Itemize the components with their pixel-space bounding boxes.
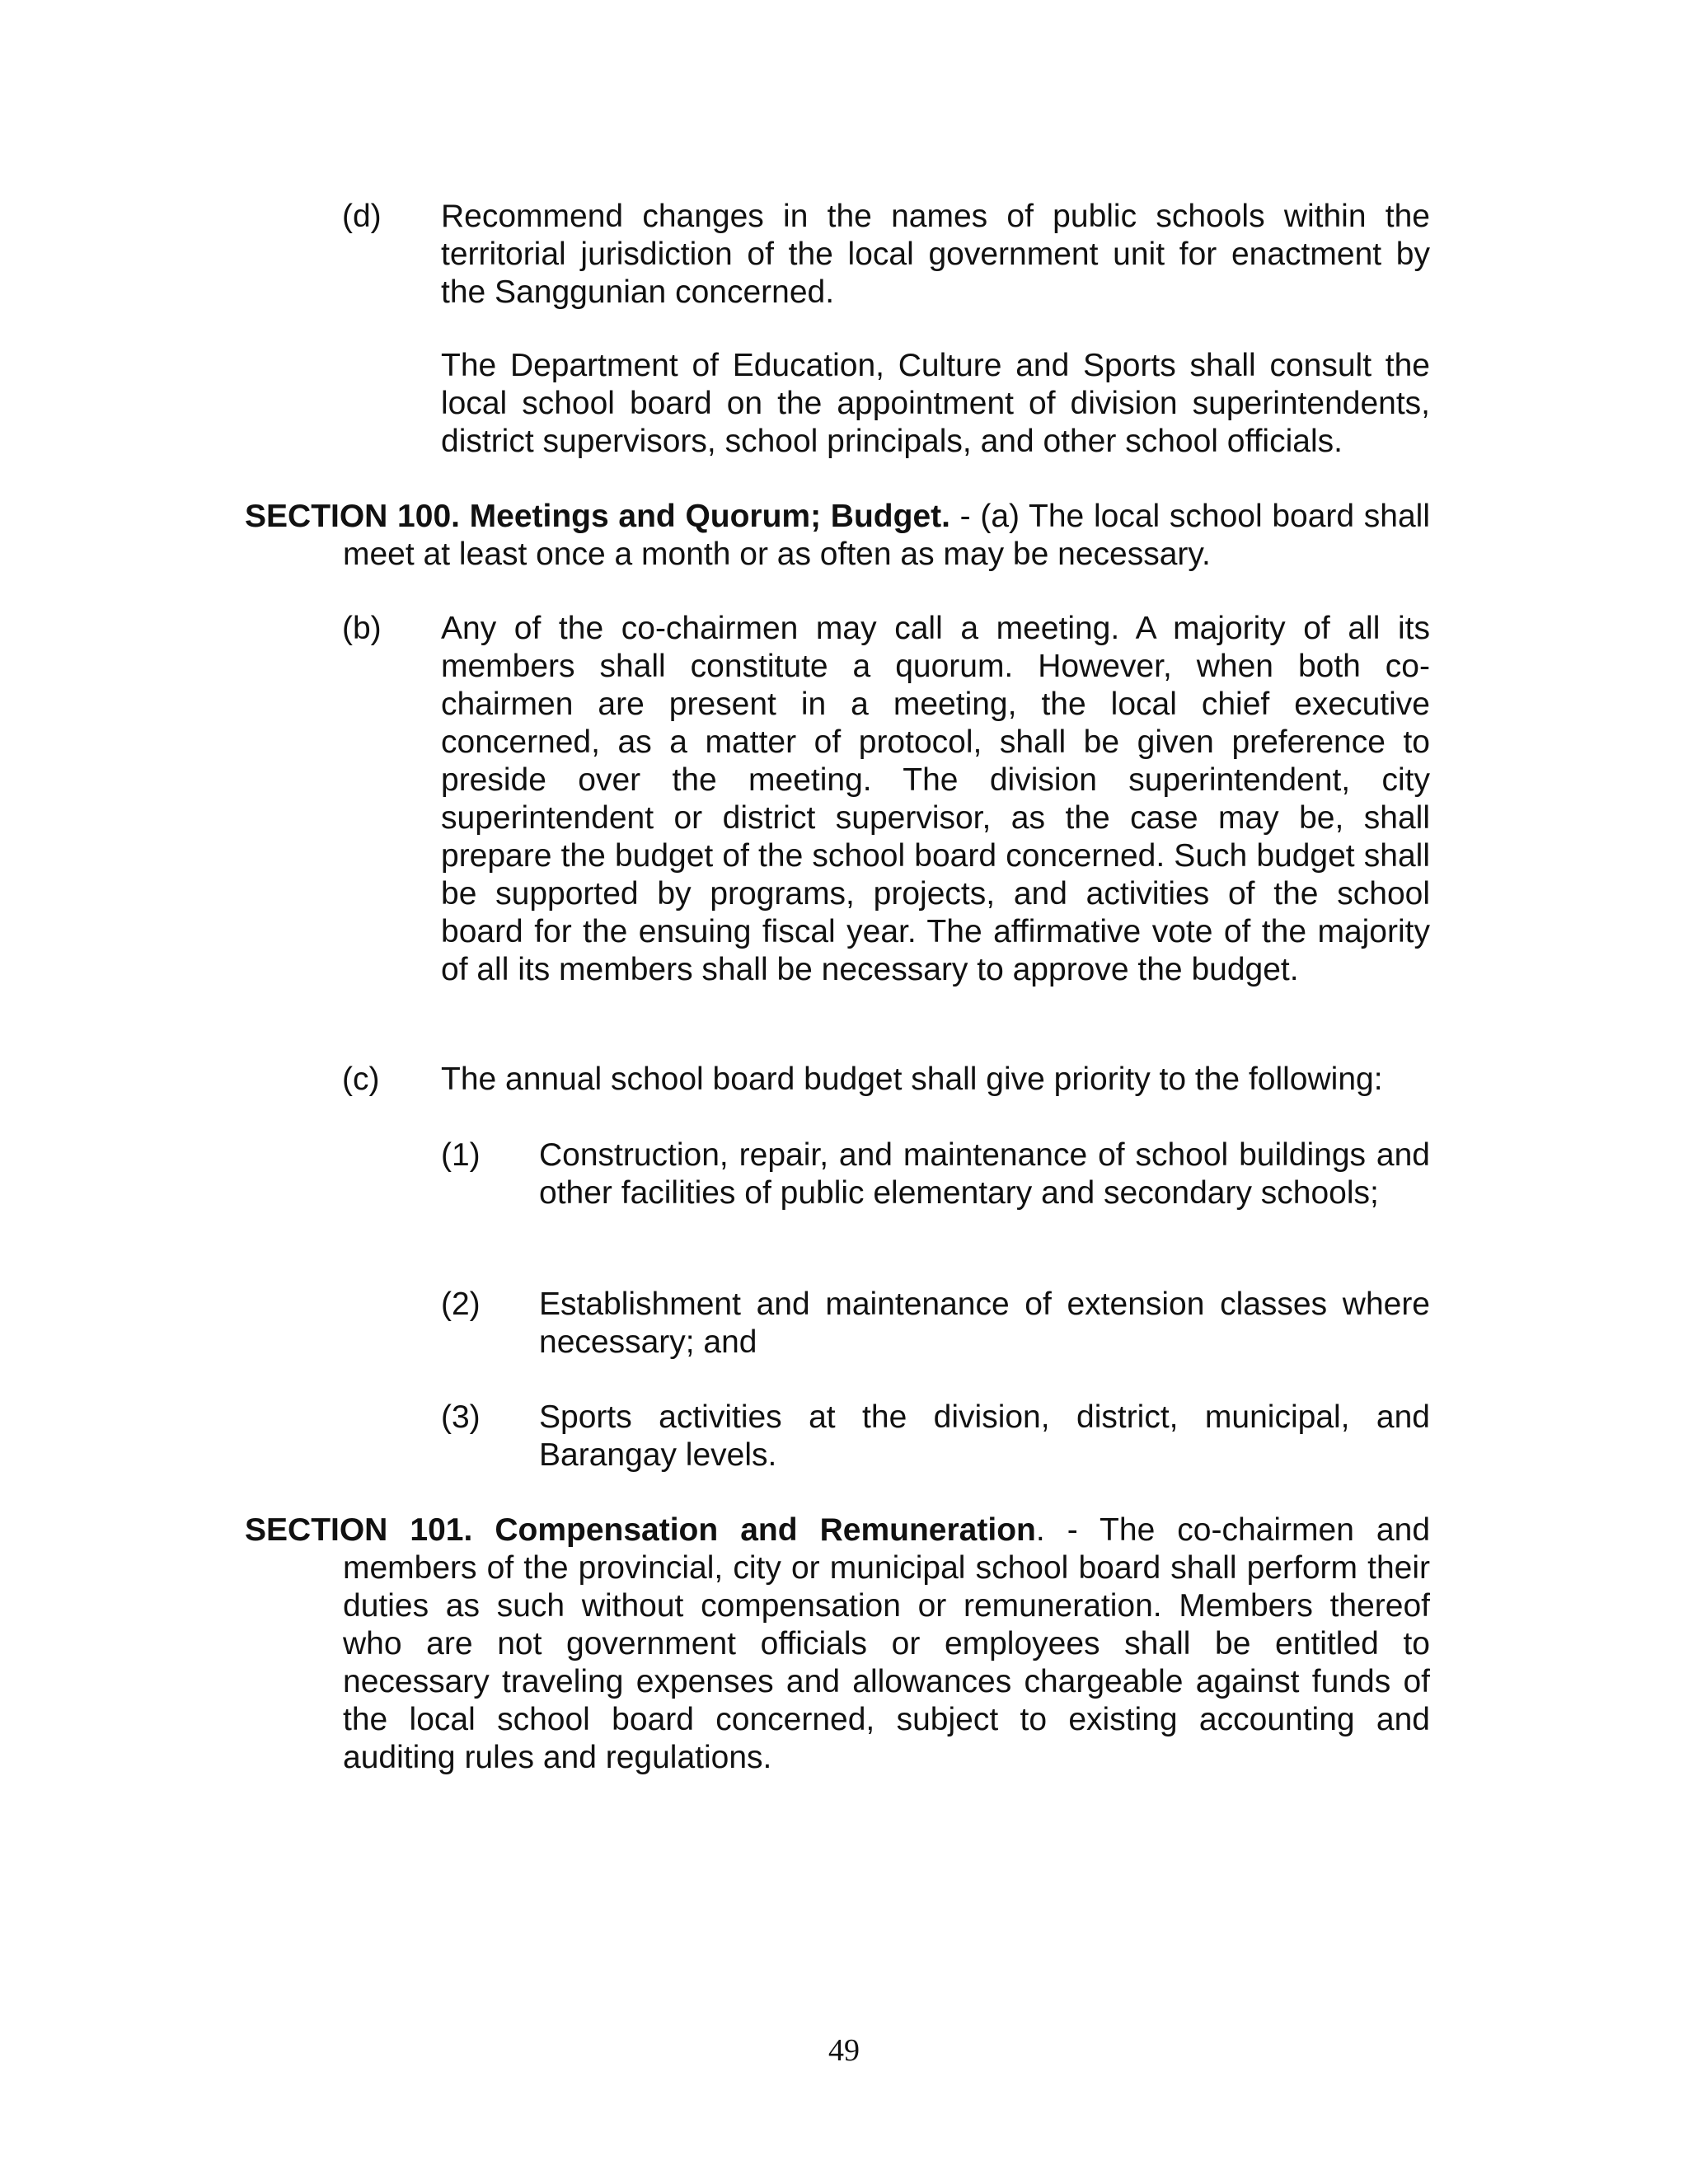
page-number: 49 xyxy=(828,2033,860,2068)
item-d-text: Recommend changes in the names of public schools within the territorial jurisdiction of the local government unit for enactment by the Sanggunian concerned. xyxy=(441,199,1430,310)
section-101-heading: SECTION 101. Compensation and Remuneration xyxy=(245,1512,1036,1548)
subitem-1-label: (1) xyxy=(441,1137,481,1173)
subitem-3-label: (3) xyxy=(441,1399,481,1435)
item-d-label: (d) xyxy=(342,199,382,234)
item-b-label: (b) xyxy=(342,611,382,646)
item-d-continuation: The Department of Education, Culture and Sports shall consult the local school board on the appointment of division superintendents, district supervisors, school principals, and other school officials. xyxy=(441,348,1430,459)
section-100-heading: SECTION 100. Meetings and Quorum; Budget. xyxy=(245,499,950,534)
subitem-2-label: (2) xyxy=(441,1286,481,1322)
section-101-lead: . - The co-chairmen and members of the provincial, city or municipal school board shall perform their duties as such without compensation or remuneration. Members thereof who are not government officials or employees shall be entitled to necessary traveling expenses and allowances chargeable against funds of the local school board concerned, subject to existing accounting and auditing rules and regulations. xyxy=(343,1512,1431,1775)
subitem-2-text: Establishment and maintenance of extension classes where necessary; and xyxy=(539,1286,1430,1360)
subitem-3-text: Sports activities at the division, district, municipal, and Barangay levels. xyxy=(539,1399,1430,1473)
section-100 xyxy=(245,498,1430,574)
item-c-label: (c) xyxy=(342,1062,380,1097)
item-b-text: Any of the co-chairmen may call a meeting. A majority of all its members shall constitute a quorum. However, when both co-chairmen are present in a meeting, the local chief executive concerned, as a matter of protocol, shall be given preference to preside over the meeting. The division superintendent, city superintendent or district supervisor, as the case may be, shall prepare the budget of the school board concerned. Such budget shall be supported by programs, projects, and activities of the school board for the ensuing fiscal year. The affirmative vote of the majority of all its members shall be necessary to approve the budget. xyxy=(441,611,1430,987)
item-c-text: The annual school board budget shall give priority to the following: xyxy=(441,1062,1383,1097)
section-101 xyxy=(245,1511,1431,1777)
subitem-1-text: Construction, repair, and maintenance of school buildings and other facilities of public elementary and secondary schools; xyxy=(539,1137,1430,1211)
section-100-lead: - (a) The local school board shall meet at least once a month or as often as may be necessary. xyxy=(343,499,1430,572)
